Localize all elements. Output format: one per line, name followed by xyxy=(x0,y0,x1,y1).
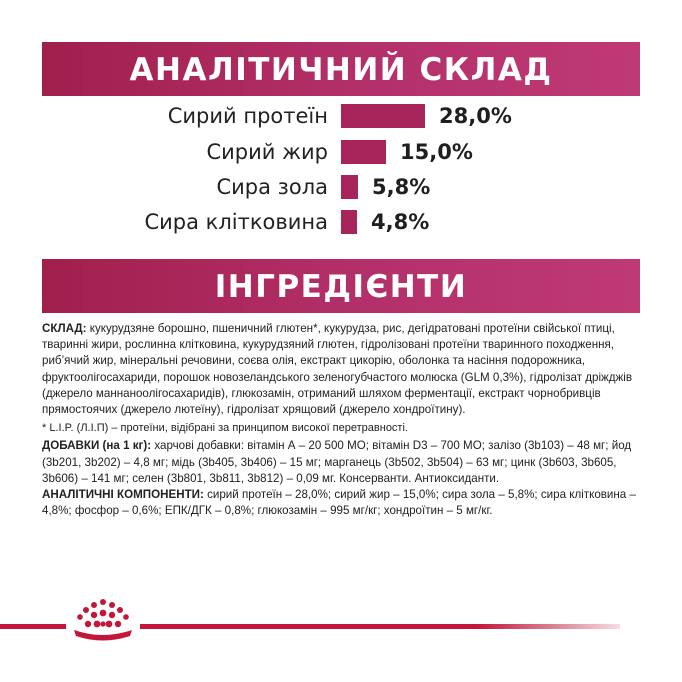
analysis-row-value: 28,0% xyxy=(439,104,512,128)
analysis-row-value: 5,8% xyxy=(372,175,431,199)
ingredients-title: ІНГРЕДІЄНТИ xyxy=(214,269,468,305)
analysis-row-label: Сира клітковина xyxy=(144,210,328,234)
ingredients-text xyxy=(42,321,642,519)
analysis-row-bar xyxy=(341,210,357,234)
analysis-bars xyxy=(0,0,682,250)
composition-label: СКЛАД: xyxy=(42,322,87,335)
royal-canin-crown-icon xyxy=(66,596,140,644)
analysis-row xyxy=(0,173,682,201)
analysis-row-label: Сира зола xyxy=(216,175,328,199)
footer-line-left xyxy=(0,624,66,629)
analysis-row-label: Сирий жир xyxy=(206,140,328,164)
analysis-row-value: 15,0% xyxy=(400,140,473,164)
analysis-row-value: 4,8% xyxy=(371,210,430,234)
components-label: АНАЛІТИЧНІ КОМПОНЕНТИ: xyxy=(42,488,204,502)
additives-paragraph xyxy=(42,438,642,487)
additives-text: харчові добавки: вітамін А – 20 500 МО; вітамін D3 – 700 МО; залізо (3b103) – 48 мг; йод (3b201, 3b202) – 4,8 мг; мідь (3b405, 3b406) – 15 мг; марганець (3b502, 3b504) – 63 мг; цинк (3b603, 3b605, 3b606) – 141 мг; селен (3b801, 3b811, 3b812) – 0,09 мг. Консерванти. Антиоксиданти. xyxy=(42,439,632,485)
analysis-row xyxy=(0,102,682,130)
composition-text: кукурудзяне борошно, пшеничний глютен*, кукурудза, рис, дегідратовані протеїни свійської птиці, тваринні жири, рослинна клітковина, кукурудзяний глютен, гідролізовані протеїни тваринного походження, риб’ячий жир, мінеральні речовини, соєва олія, екстракт цикорію, оболонка та насіння подорожника, фруктоолігосахариди, порошок новозеландського зеленогубчастого молюска (GLM 0,3%), гідролізат дріжджів (джерело маннаноолігосахаридів), глюкозамін, отриманий шляхом ферментації, екстракт чорнобривців прямостоячих (джерело лютеїну), гідролізат хрящовий (джерело хондроїтину). xyxy=(42,322,633,417)
additives-label: ДОБАВКИ (на 1 кг): xyxy=(42,439,152,453)
analysis-row-bar xyxy=(341,140,386,164)
components-paragraph xyxy=(42,487,642,519)
composition-paragraph xyxy=(42,321,642,418)
ingredients-title-banner xyxy=(42,259,640,313)
footer-line-right xyxy=(140,624,620,629)
analysis-row xyxy=(0,208,682,236)
analysis-row-label: Сирий протеїн xyxy=(167,104,328,128)
analysis-row-bar xyxy=(341,175,358,199)
footnote: * L.I.P. (Л.І.П) – протеїни, відібрані за принципом високої перетравності. xyxy=(42,422,408,435)
analysis-row-bar xyxy=(341,104,425,128)
components-text: сирий протеїн – 28,0%; сирий жир – 15,0%; сира зола – 5,8%; сира клітковина – 4,8%; фосфор – 0,6%; ЕПК/ДГК – 0,8%; глюкозамін – 995 мг/кг; хондроїтин – 5 мг/кг. xyxy=(42,488,636,518)
analysis-row xyxy=(0,138,682,166)
analysis-title: АНАЛІТИЧНИЙ СКЛАД xyxy=(129,52,553,88)
